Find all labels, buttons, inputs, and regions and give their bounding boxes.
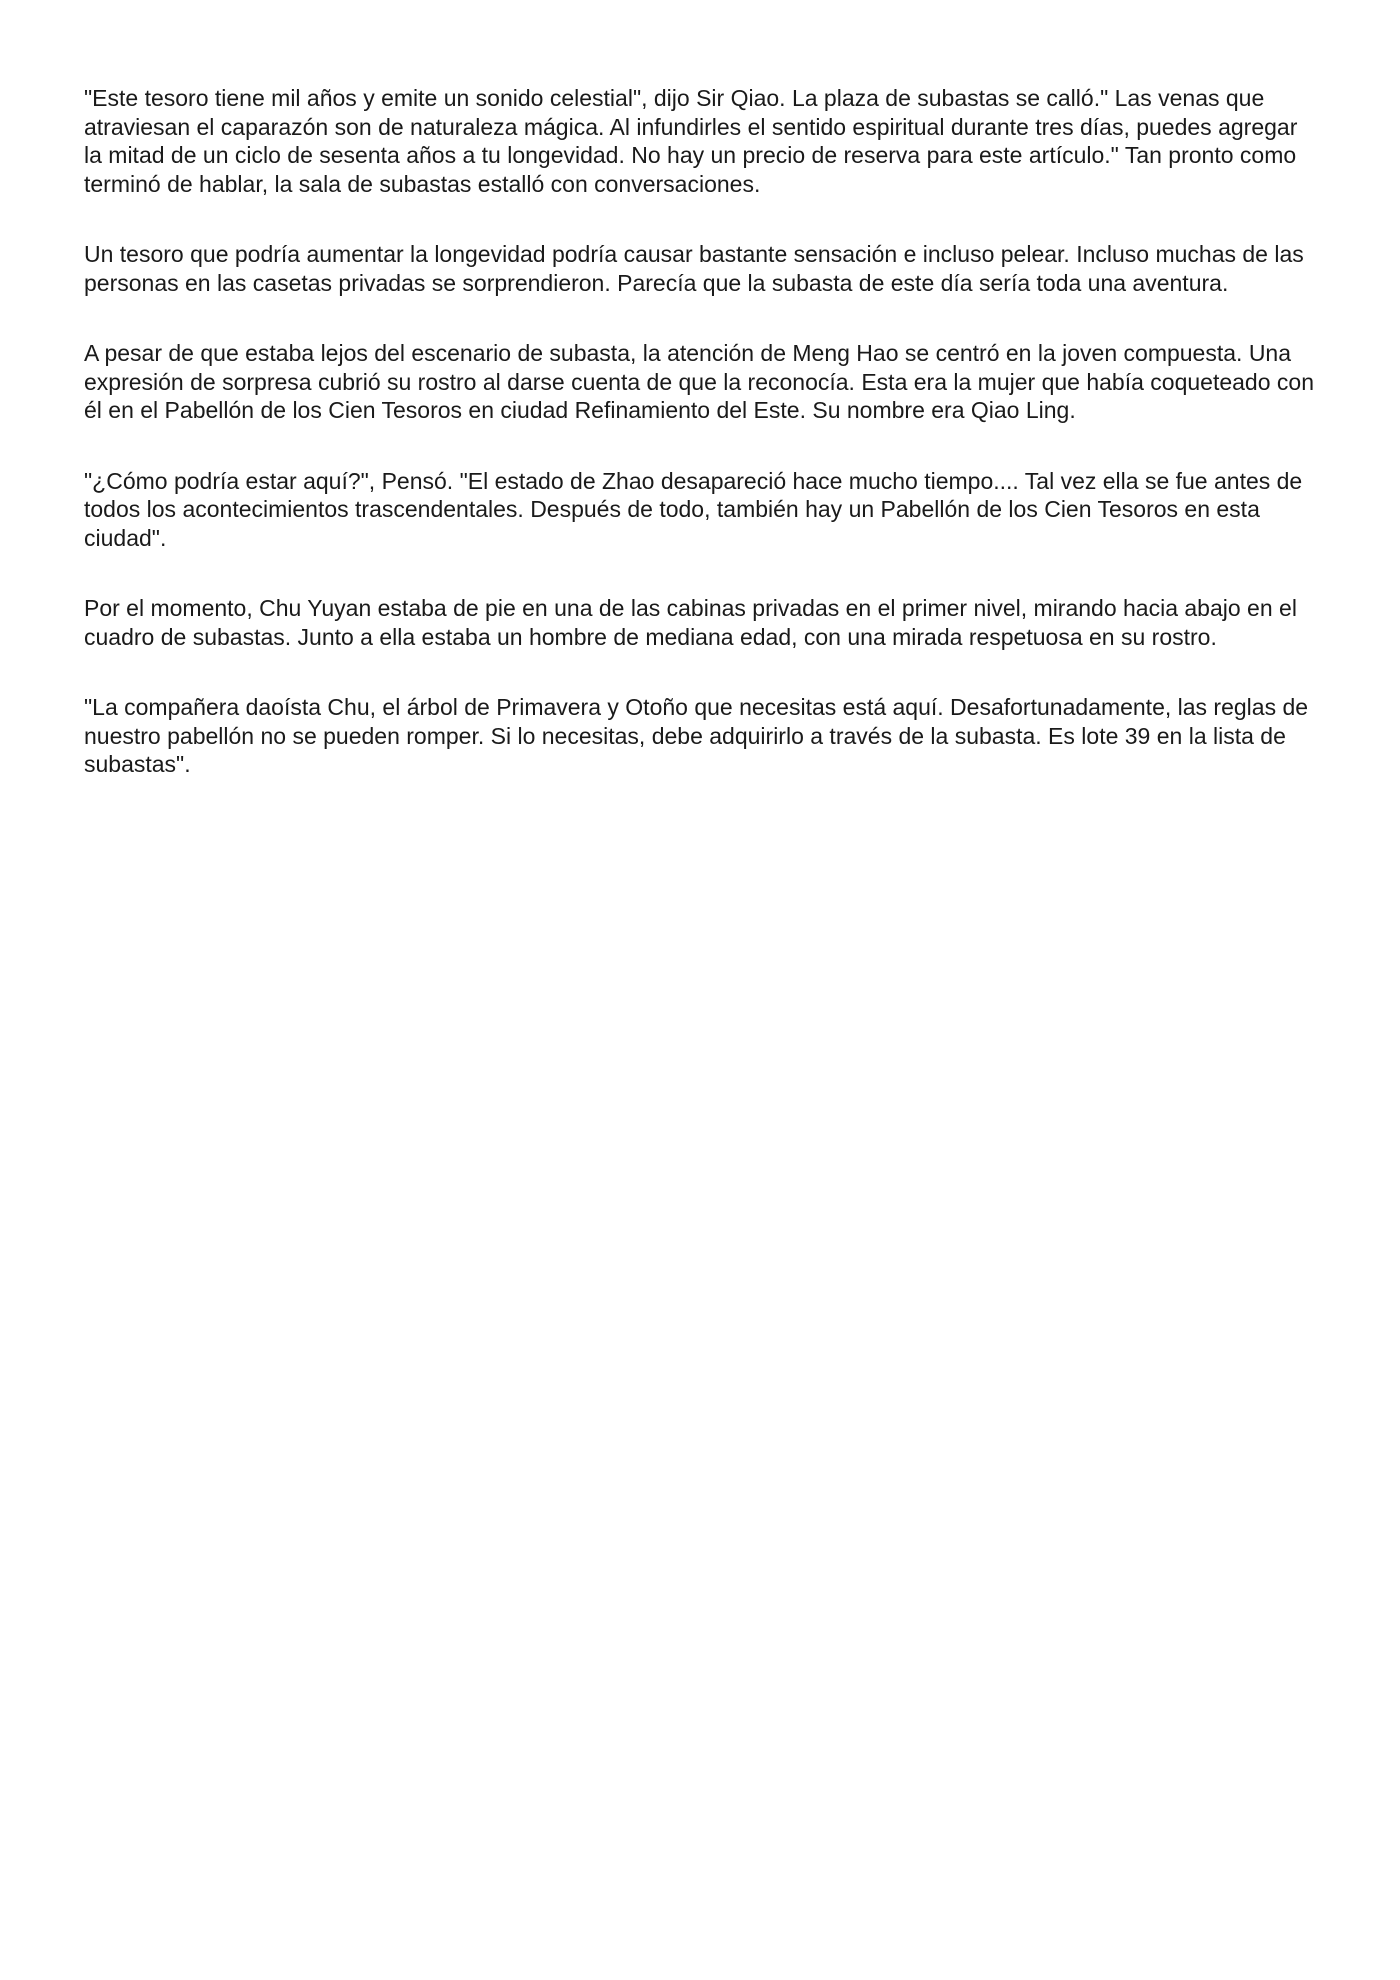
paragraph-5: Por el momento, Chu Yuyan estaba de pie en una de las cabinas privadas en el primer nivel, mirando hacia abajo en el cuadro de subastas. Junto a ella estaba un hombre de mediana edad, con una mirada respetuosa en su rostro. bbox=[84, 595, 1297, 650]
paragraph-6: "La compañera daoísta Chu, el árbol de Primavera y Otoño que necesitas está aquí. Desafortunadamente, las reglas de nuestro pabellón no se pueden romper. Si lo necesitas, debe adquirirlo a través de la subasta. Es lote 39 en la lista de subastas". bbox=[84, 694, 1309, 777]
paragraph-1: "Este tesoro tiene mil años y emite un sonido celestial", dijo Sir Qiao. La plaza de subastas se calló." Las venas que atraviesan el caparazón son de naturaleza mágica. Al infundirles el sentido espiritual durante tres días, puedes agregar la mitad de un ciclo de sesenta años a tu longevidad. No hay un precio de reserva para este artículo." Tan pronto como terminó de hablar, la sala de subastas estalló con conversaciones. bbox=[84, 85, 1298, 197]
document-body bbox=[84, 84, 1320, 821]
paragraph-4: "¿Cómo podría estar aquí?", Pensó. "El estado de Zhao desapareció hace mucho tiempo.... Tal vez ella se fue antes de todos los acontecimientos trascendentales. Después de todo, también hay un Pabellón de los Cien Tesoros en esta ciudad". bbox=[84, 467, 1303, 551]
paragraph-3: A pesar de que estaba lejos del escenario de subasta, la atención de Meng Hao se centró en la joven compuesta. Una expresión de sorpresa cubrió su rostro al darse cuenta de que la reconocía. Esta era la mujer que había coqueteado con él en el Pabellón de los Cien Tesoros en ciudad Refinamiento del Este. Su nombre era Qiao Ling. bbox=[84, 340, 1314, 423]
paragraph-2: Un tesoro que podría aumentar la longevidad podría causar bastante sensación e incluso pelear. Incluso muchas de las personas en las casetas privadas se sorprendieron. Parecía que la subasta de este día sería toda una aventura. bbox=[84, 241, 1304, 296]
